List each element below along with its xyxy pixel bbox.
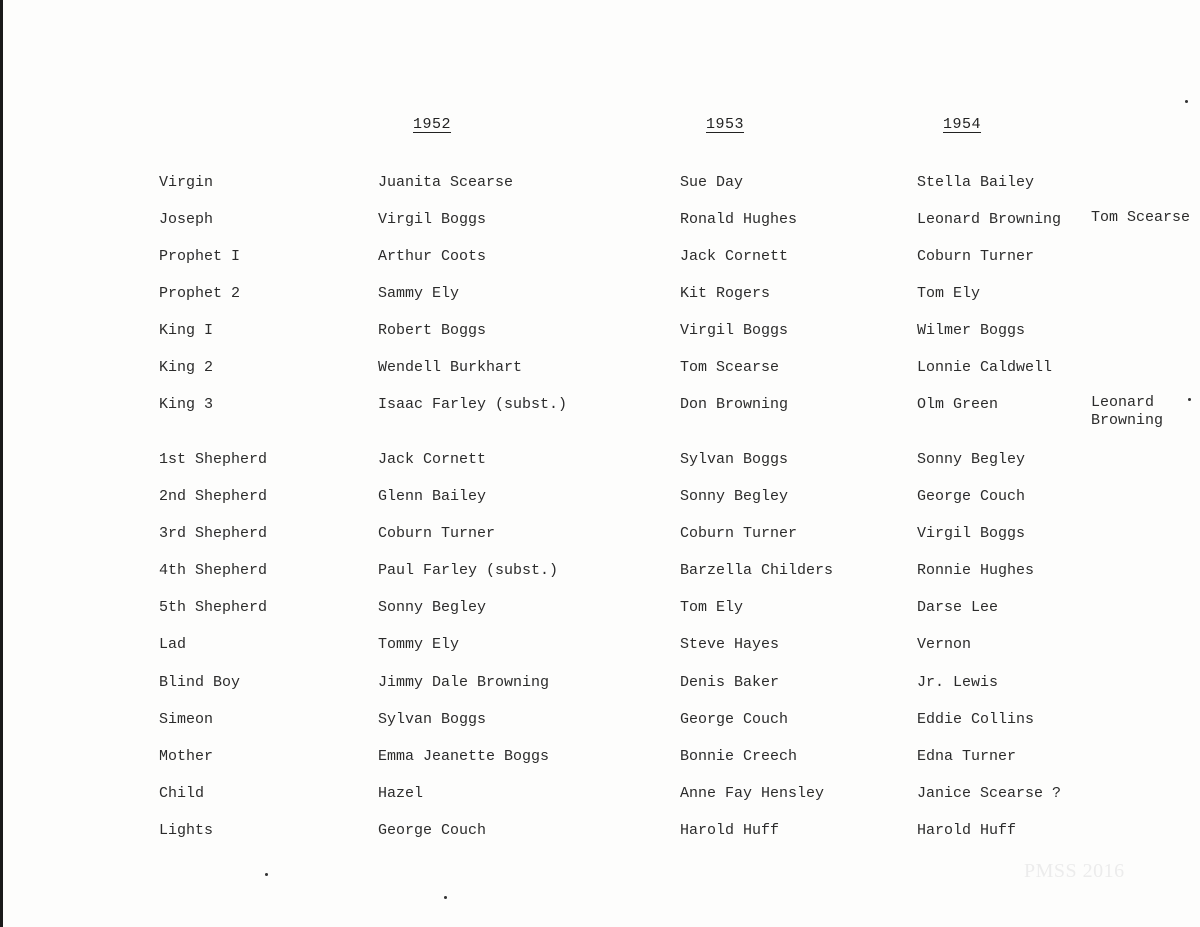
cast-1954: Eddie Collins [917, 711, 1035, 728]
cast-1954: Wilmer Boggs [917, 322, 1026, 339]
cast-1954: Stella Bailey [917, 174, 1035, 191]
role-label: King 3 [159, 396, 214, 413]
cast-1953: Sonny Begley [680, 488, 789, 505]
role-label: Prophet I [159, 248, 241, 265]
scan-speck [1188, 398, 1191, 401]
cast-1952: Robert Boggs [378, 322, 487, 339]
cast-1953: Tom Scearse [680, 359, 780, 376]
cast-1952: Sylvan Boggs [378, 711, 487, 728]
cast-1952: Virgil Boggs [378, 211, 487, 228]
cast-1953: Ronald Hughes [680, 211, 798, 228]
watermark: PMSS 2016 [1024, 860, 1125, 882]
role-label: Mother [159, 748, 214, 765]
year-heading-1954: 1954 [943, 116, 982, 133]
role-label: Lights [159, 822, 214, 839]
role-label: Blind Boy [159, 674, 241, 691]
cast-1953: Denis Baker [680, 674, 780, 691]
role-label: 4th Shepherd [159, 562, 268, 579]
role-label: 3rd Shepherd [159, 525, 268, 542]
cast-1954: Olm Green [917, 396, 999, 413]
scan-speck [1185, 100, 1188, 103]
cast-1952: Tommy Ely [378, 636, 460, 653]
cast-1954: Janice Scearse ? [917, 785, 1062, 802]
cast-1954: Harold Huff [917, 822, 1017, 839]
cast-1953: Bonnie Creech [680, 748, 798, 765]
cast-1952: Wendell Burkhart [378, 359, 523, 376]
cast-1953: Kit Rogers [680, 285, 771, 302]
cast-1953: Sue Day [680, 174, 744, 191]
role-label: 1st Shepherd [159, 451, 268, 468]
cast-1954: George Couch [917, 488, 1026, 505]
scan-edge [0, 0, 3, 927]
cast-1953: George Couch [680, 711, 789, 728]
role-label: Virgin [159, 174, 214, 191]
cast-1953: Sylvan Boggs [680, 451, 789, 468]
cast-1954: Vernon [917, 636, 972, 653]
year-heading-1953: 1953 [706, 116, 745, 133]
cast-1953: Harold Huff [680, 822, 780, 839]
cast-1952: Sammy Ely [378, 285, 460, 302]
cast-1952: Arthur Coots [378, 248, 487, 265]
role-label: Prophet 2 [159, 285, 241, 302]
cast-1952: Juanita Scearse [378, 174, 514, 191]
cast-1954: Jr. Lewis [917, 674, 999, 691]
cast-1952: Jack Cornett [378, 451, 487, 468]
cast-1954: Virgil Boggs [917, 525, 1026, 542]
cast-1953: Anne Fay Hensley [680, 785, 825, 802]
cast-1954: Ronnie Hughes [917, 562, 1035, 579]
cast-1953: Steve Hayes [680, 636, 780, 653]
cast-1954: Lonnie Caldwell [917, 359, 1053, 376]
cast-1952: Sonny Begley [378, 599, 487, 616]
cast-1953: Virgil Boggs [680, 322, 789, 339]
alternate-cast: Tom Scearse [1091, 209, 1191, 226]
alternate-cast: Leonard Browning [1091, 394, 1164, 429]
cast-1953: Jack Cornett [680, 248, 789, 265]
role-label: Joseph [159, 211, 214, 228]
cast-1952: Coburn Turner [378, 525, 496, 542]
cast-1954: Edna Turner [917, 748, 1017, 765]
cast-1954: Tom Ely [917, 285, 981, 302]
role-label: King I [159, 322, 214, 339]
role-label: Simeon [159, 711, 214, 728]
cast-1952: Paul Farley (subst.) [378, 562, 559, 579]
cast-1952: Jimmy Dale Browning [378, 674, 550, 691]
cast-1952: Isaac Farley (subst.) [378, 396, 568, 413]
role-label: 5th Shepherd [159, 599, 268, 616]
cast-1952: Emma Jeanette Boggs [378, 748, 550, 765]
cast-1953: Coburn Turner [680, 525, 798, 542]
role-label: Child [159, 785, 205, 802]
cast-1953: Tom Ely [680, 599, 744, 616]
cast-1954: Darse Lee [917, 599, 999, 616]
role-label: Lad [159, 636, 187, 653]
cast-1952: George Couch [378, 822, 487, 839]
role-label: King 2 [159, 359, 214, 376]
cast-1952: Hazel [378, 785, 424, 802]
cast-1952: Glenn Bailey [378, 488, 487, 505]
cast-1953: Barzella Childers [680, 562, 834, 579]
scan-speck [444, 896, 447, 899]
cast-1954: Coburn Turner [917, 248, 1035, 265]
cast-1954: Leonard Browning [917, 211, 1062, 228]
role-label: 2nd Shepherd [159, 488, 268, 505]
year-heading-1952: 1952 [413, 116, 452, 133]
scan-speck [265, 873, 268, 876]
cast-1953: Don Browning [680, 396, 789, 413]
cast-1954: Sonny Begley [917, 451, 1026, 468]
